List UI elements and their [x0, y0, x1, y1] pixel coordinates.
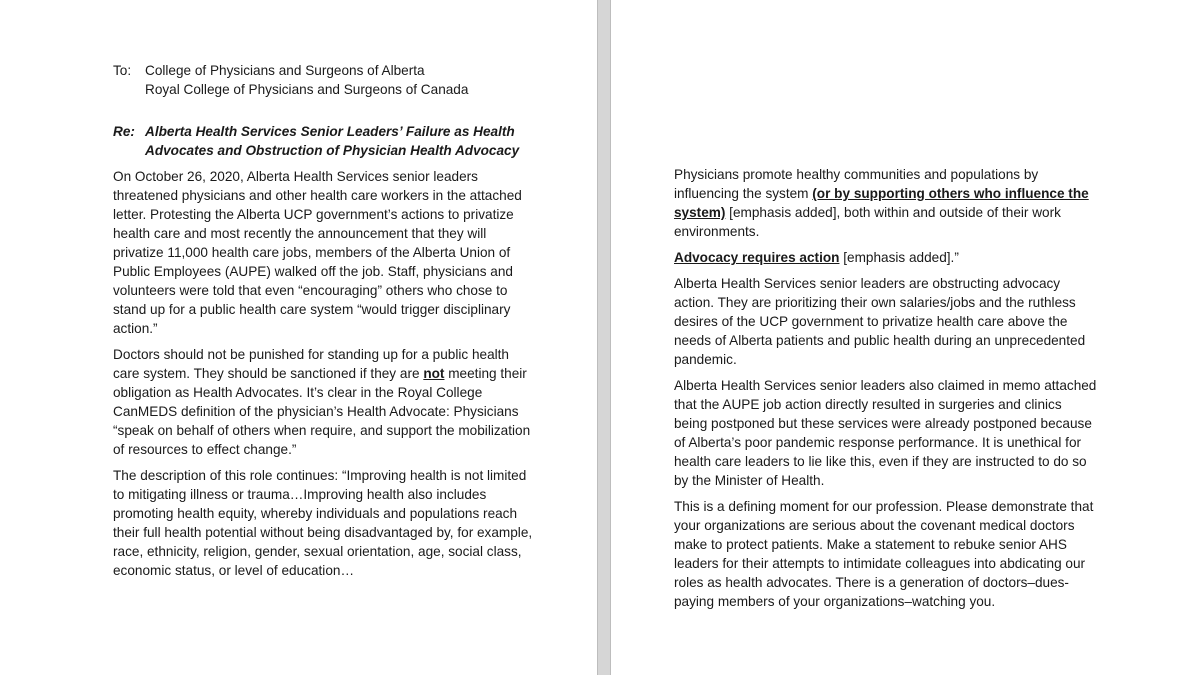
paragraph-text: Physicians promote healthy communities and populations by influencing the system: [674, 167, 1039, 201]
paragraph: Alberta Health Services senior leaders are obstructing advocacy action. They are prioritizing their own salaries/jobs and the ruthless desires of the UCP government to privatize health care above the needs of Alberta patients and public health during an unprecedented pandemic.: [674, 276, 1086, 367]
paragraph: On October 26, 2020, Alberta Health Services senior leaders threatened physicians and other health care workers in the attached letter. Protesting the Alberta UCP government’s actions to privatize health care and most recently the announcement that they will privatize 11,000 health care jobs, members of the Alberta Union of Public Employees (AUPE) walked off the job. Staff, physicians and volunteers were told that even “encouraging” others who chose to stand up for a public health care system “would trigger disciplinary action.”: [113, 169, 522, 336]
paragraph-text: [emphasis added].”: [839, 250, 959, 265]
right-page: [611, 0, 1200, 675]
subject-block: [113, 122, 553, 160]
paragraph: The description of this role continues: “Improving health is not limited to mitigating illness or trauma…Improving health also includes promoting health equity, whereby individuals and populations reach their full health potential without being disadvantaged by, for example, race, ethnicity, religion, gender, sexual orientation, age, social class, economic status, or level of education…: [113, 468, 533, 578]
paragraph-text: [emphasis added], both within and outside of their work environments.: [674, 205, 1061, 239]
paragraph: Alberta Health Services senior leaders also claimed in memo attached that the AUPE job action directly resulted in surgeries and clinics being postponed but these services were already postponed because of Alberta’s poor pandemic response performance. It is unethical for health care leaders to lie like this, even if they are instructed to do so by the Minister of Health.: [674, 378, 1097, 488]
page-divider: [597, 0, 598, 675]
emphasis-phrase: (or by supporting others who influence the system): [674, 186, 1089, 220]
paragraph: This is a defining moment for our profession. Please demonstrate that your organizations are serious about the covenant medical doctors make to protect patients. Make a statement to rebuke senior AHS leaders for their attempts to intimidate colleagues into abdicating our roles as health advocates. There is a generation of doctors–dues-paying members of your organizations–watching you.: [674, 499, 1094, 609]
paragraph: [113, 345, 535, 459]
re-label: Re:: [113, 124, 135, 139]
left-body: [113, 167, 535, 587]
to-block: [113, 61, 553, 99]
paragraph: [674, 248, 1098, 267]
subject-line: Alberta Health Services Senior Leaders’ Failure as Health Advocates and Obstruction of Physician Health Advocacy: [145, 124, 520, 158]
paragraph: [674, 165, 1098, 241]
to-label: To:: [113, 63, 132, 78]
emphasis-phrase: Advocacy requires action: [674, 250, 840, 265]
paragraph-text: Doctors should not be punished for standing up for a public health care system. They should be sanctioned if they are: [113, 347, 509, 381]
recipient-2: Royal College of Physicians and Surgeons of Canada: [145, 82, 469, 97]
recipient-1: College of Physicians and Surgeons of Alberta: [145, 63, 425, 78]
right-body: [674, 165, 1098, 618]
emphasis-not: not: [423, 366, 445, 381]
paragraph-text: meeting their obligation as Health Advocates. It’s clear in the Royal College CanMEDS definition of the physician’s Health Advocate: Physicians “speak on behalf of others when require, and support the mobilization of resources to effect change.”: [113, 366, 531, 457]
left-page: [0, 0, 597, 675]
